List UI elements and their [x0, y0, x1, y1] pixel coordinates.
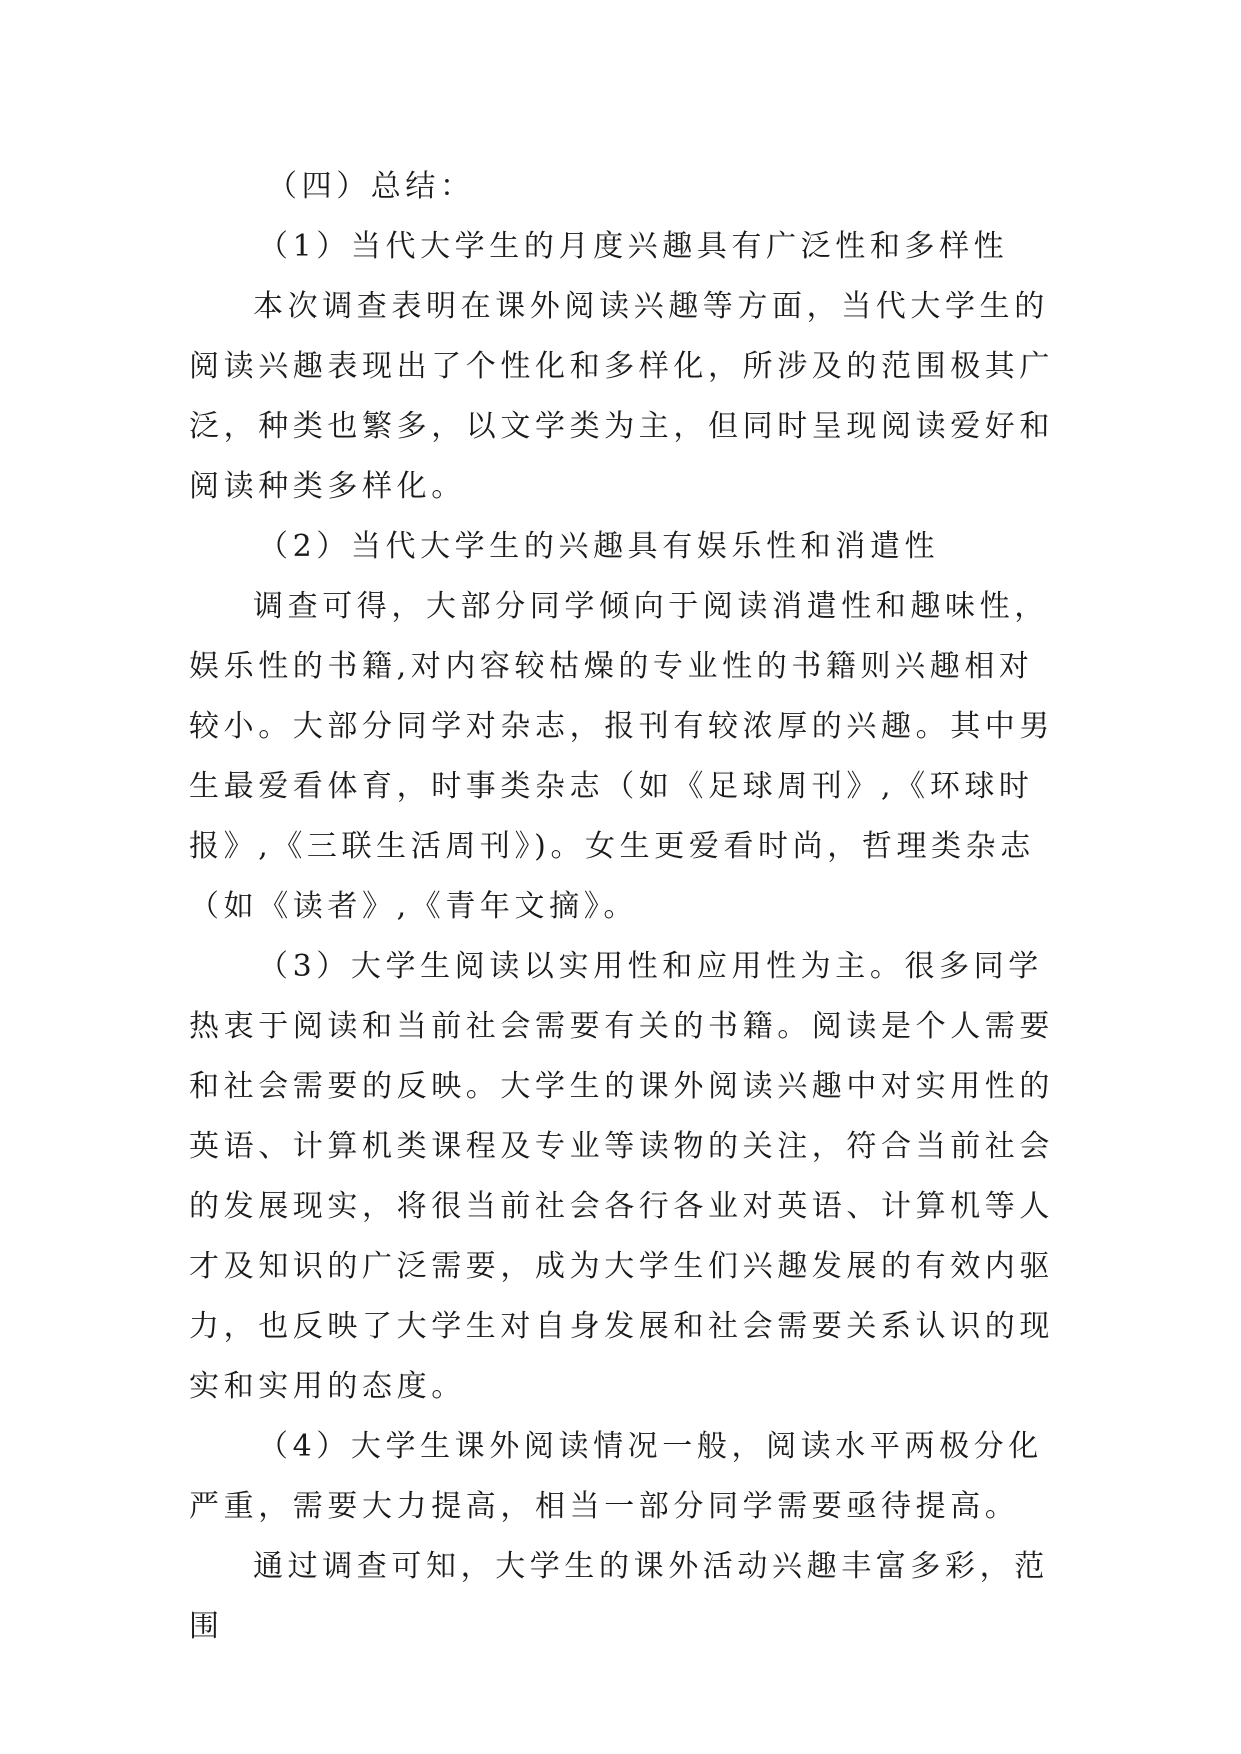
item-body-2: 调查可得，大部分同学倾向于阅读消遣性和趣味性，娱乐性的书籍,对内容较枯燥的专业性的书籍则兴趣相对较小。大部分同学对杂志，报刊有较浓厚的兴趣。其中男生最爱看体育，时事类杂志（如《足球周刊》,《环球时报》,《三联生活周刊》)。女生更爱看时尚，哲理类杂志（如《读者》,《青年文摘》。: [189, 589, 1054, 924]
section-title: （四）总结：: [267, 169, 475, 204]
document-body: [189, 157, 1055, 1657]
item-body-4: 通过调查可知，大学生的课外活动兴趣丰富多彩，范围: [189, 1549, 1049, 1644]
item-heading-2: （2）当代大学生的兴趣具有娱乐性和消遣性: [258, 529, 940, 564]
item-body-1: 本次调查表明在课外阅读兴趣等方面，当代大学生的阅读兴趣表现出了个性化和多样化，所涉及的范围极其广泛，种类也繁多，以文学类为主，但同时呈现阅读爱好和阅读种类多样化。: [189, 289, 1054, 504]
item-heading-4: （4）大学生课外阅读情况一般，阅读水平两极分化严重，需要大力提高，相当一部分同学需要亟待提高。: [189, 1429, 1043, 1524]
item-heading-3: （3）大学生阅读以实用性和应用性为主。很多同学热衷于阅读和当前社会需要有关的书籍。阅读是个人需要和社会需要的反映。大学生的课外阅读兴趣中对实用性的英语、计算机类课程及专业等读物的关注，符合当前社会的发展现实，将很当前社会各行各业对英语、计算机等人才及知识的广泛需要，成为大学生们兴趣发展的有效内驱力，也反映了大学生对自身发展和社会需要关系认识的现实和实用的态度。: [189, 949, 1054, 1404]
item-heading-1: （1）当代大学生的月度兴趣具有广泛性和多样性: [258, 229, 1009, 264]
